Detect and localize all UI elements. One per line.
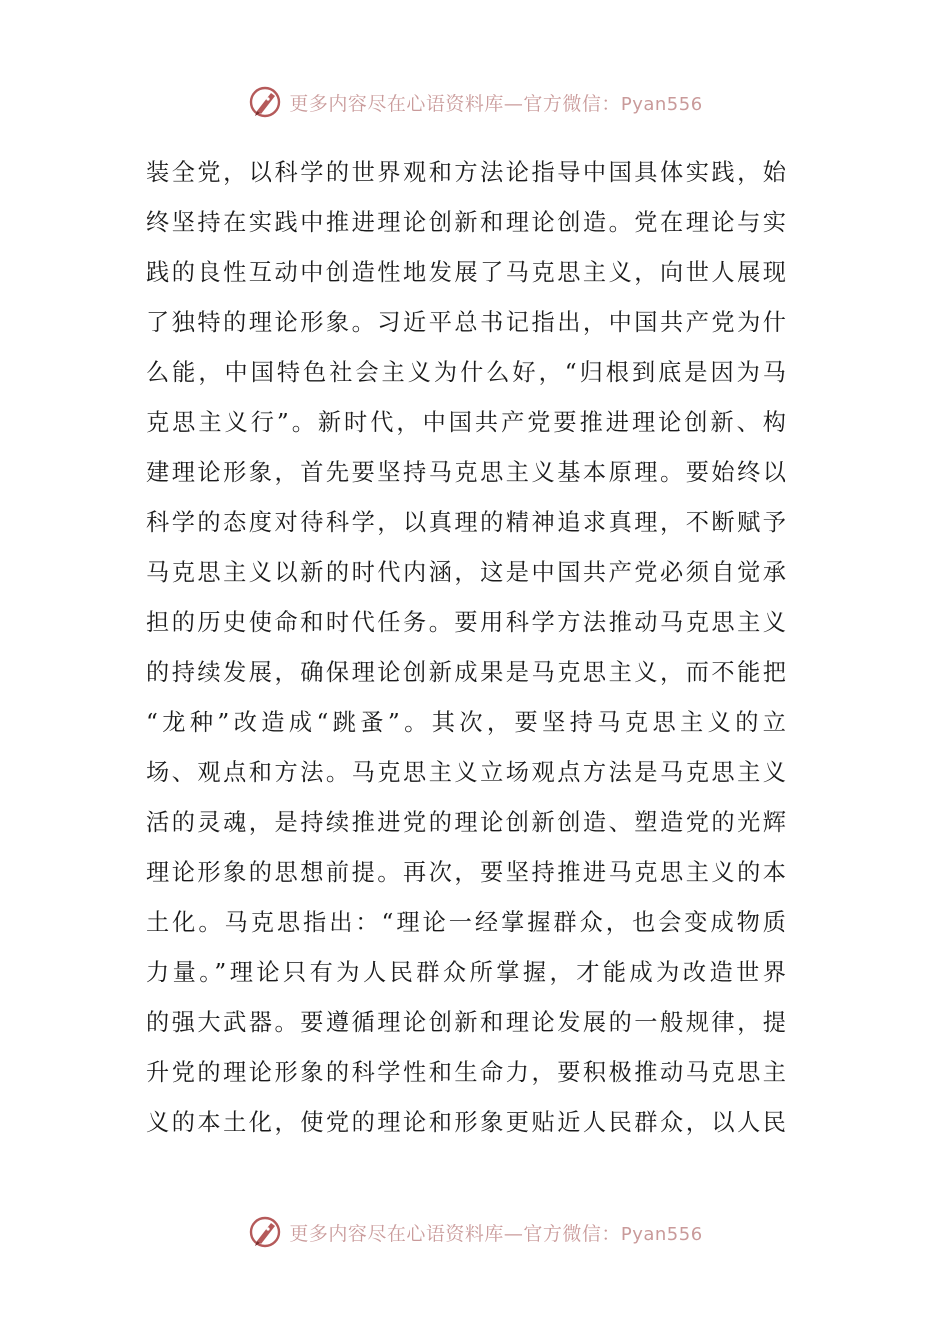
body-line: 装全党，以科学的世界观和方法论指导中国具体实践，始 [146,159,786,186]
body-line: 义的本土化，使党的理论和形象更贴近人民群众，以人民 [146,1109,786,1136]
footer-banner-label: 更多内容尽在心语资料库—官方微信： [289,1222,621,1245]
footer-banner-handle: Pyan556 [620,1223,703,1245]
header-banner-label: 更多内容尽在心语资料库—官方微信： [289,92,621,115]
document-body [146,148,786,1148]
body-line: 克思主义行”。新时代，中国共产党要推进理论创新、构 [146,409,786,436]
body-line: 的强大武器。要遵循理论创新和理论发展的一般规律，提 [146,1009,786,1036]
header-banner-handle: Pyan556 [620,93,703,115]
header-banner-content [247,84,702,120]
body-line: 建理论形象，首先要坚持马克思主义基本原理。要始终以 [146,459,786,486]
footer-banner-content [247,1214,702,1250]
body-line: 力量。”理论只有为人民群众所掌握，才能成为改造世界 [146,959,786,986]
body-line: 理论形象的思想前提。再次，要坚持推进马克思主义的本 [146,859,786,886]
footer-banner-text [289,1219,702,1246]
header-banner [0,82,950,122]
body-line: 么能，中国特色社会主义为什么好，“归根到底是因为马 [146,359,786,386]
body-line: 升党的理论形象的科学性和生命力，要积极推动马克思主 [146,1059,786,1086]
body-line: 了独特的理论形象。习近平总书记指出，中国共产党为什 [146,309,786,336]
body-line: 的持续发展，确保理论创新成果是马克思主义，而不能把 [146,659,786,686]
body-line: “龙种”改造成“跳蚤”。其次，要坚持马克思主义的立 [146,709,786,736]
body-line: 担的历史使命和时代任务。要用科学方法推动马克思主义 [146,609,786,636]
header-banner-text [289,89,702,116]
body-line: 终坚持在实践中推进理论创新和理论创造。党在理论与实 [146,209,786,236]
body-line: 科学的态度对待科学，以真理的精神追求真理，不断赋予 [146,509,786,536]
body-line: 土化。马克思指出：“理论一经掌握群众，也会变成物质 [146,909,786,936]
body-line: 场、观点和方法。马克思主义立场观点方法是马克思主义 [146,759,786,786]
body-line: 践的良性互动中创造性地发展了马克思主义，向世人展现 [146,259,786,286]
body-line: 活的灵魂，是持续推进党的理论创新创造、塑造党的光辉 [146,809,786,836]
pen-nib-logo-icon [247,84,283,120]
footer-banner [0,1212,950,1252]
body-line: 马克思主义以新的时代内涵，这是中国共产党必须自觉承 [146,559,786,586]
pen-nib-logo-icon [247,1214,283,1250]
